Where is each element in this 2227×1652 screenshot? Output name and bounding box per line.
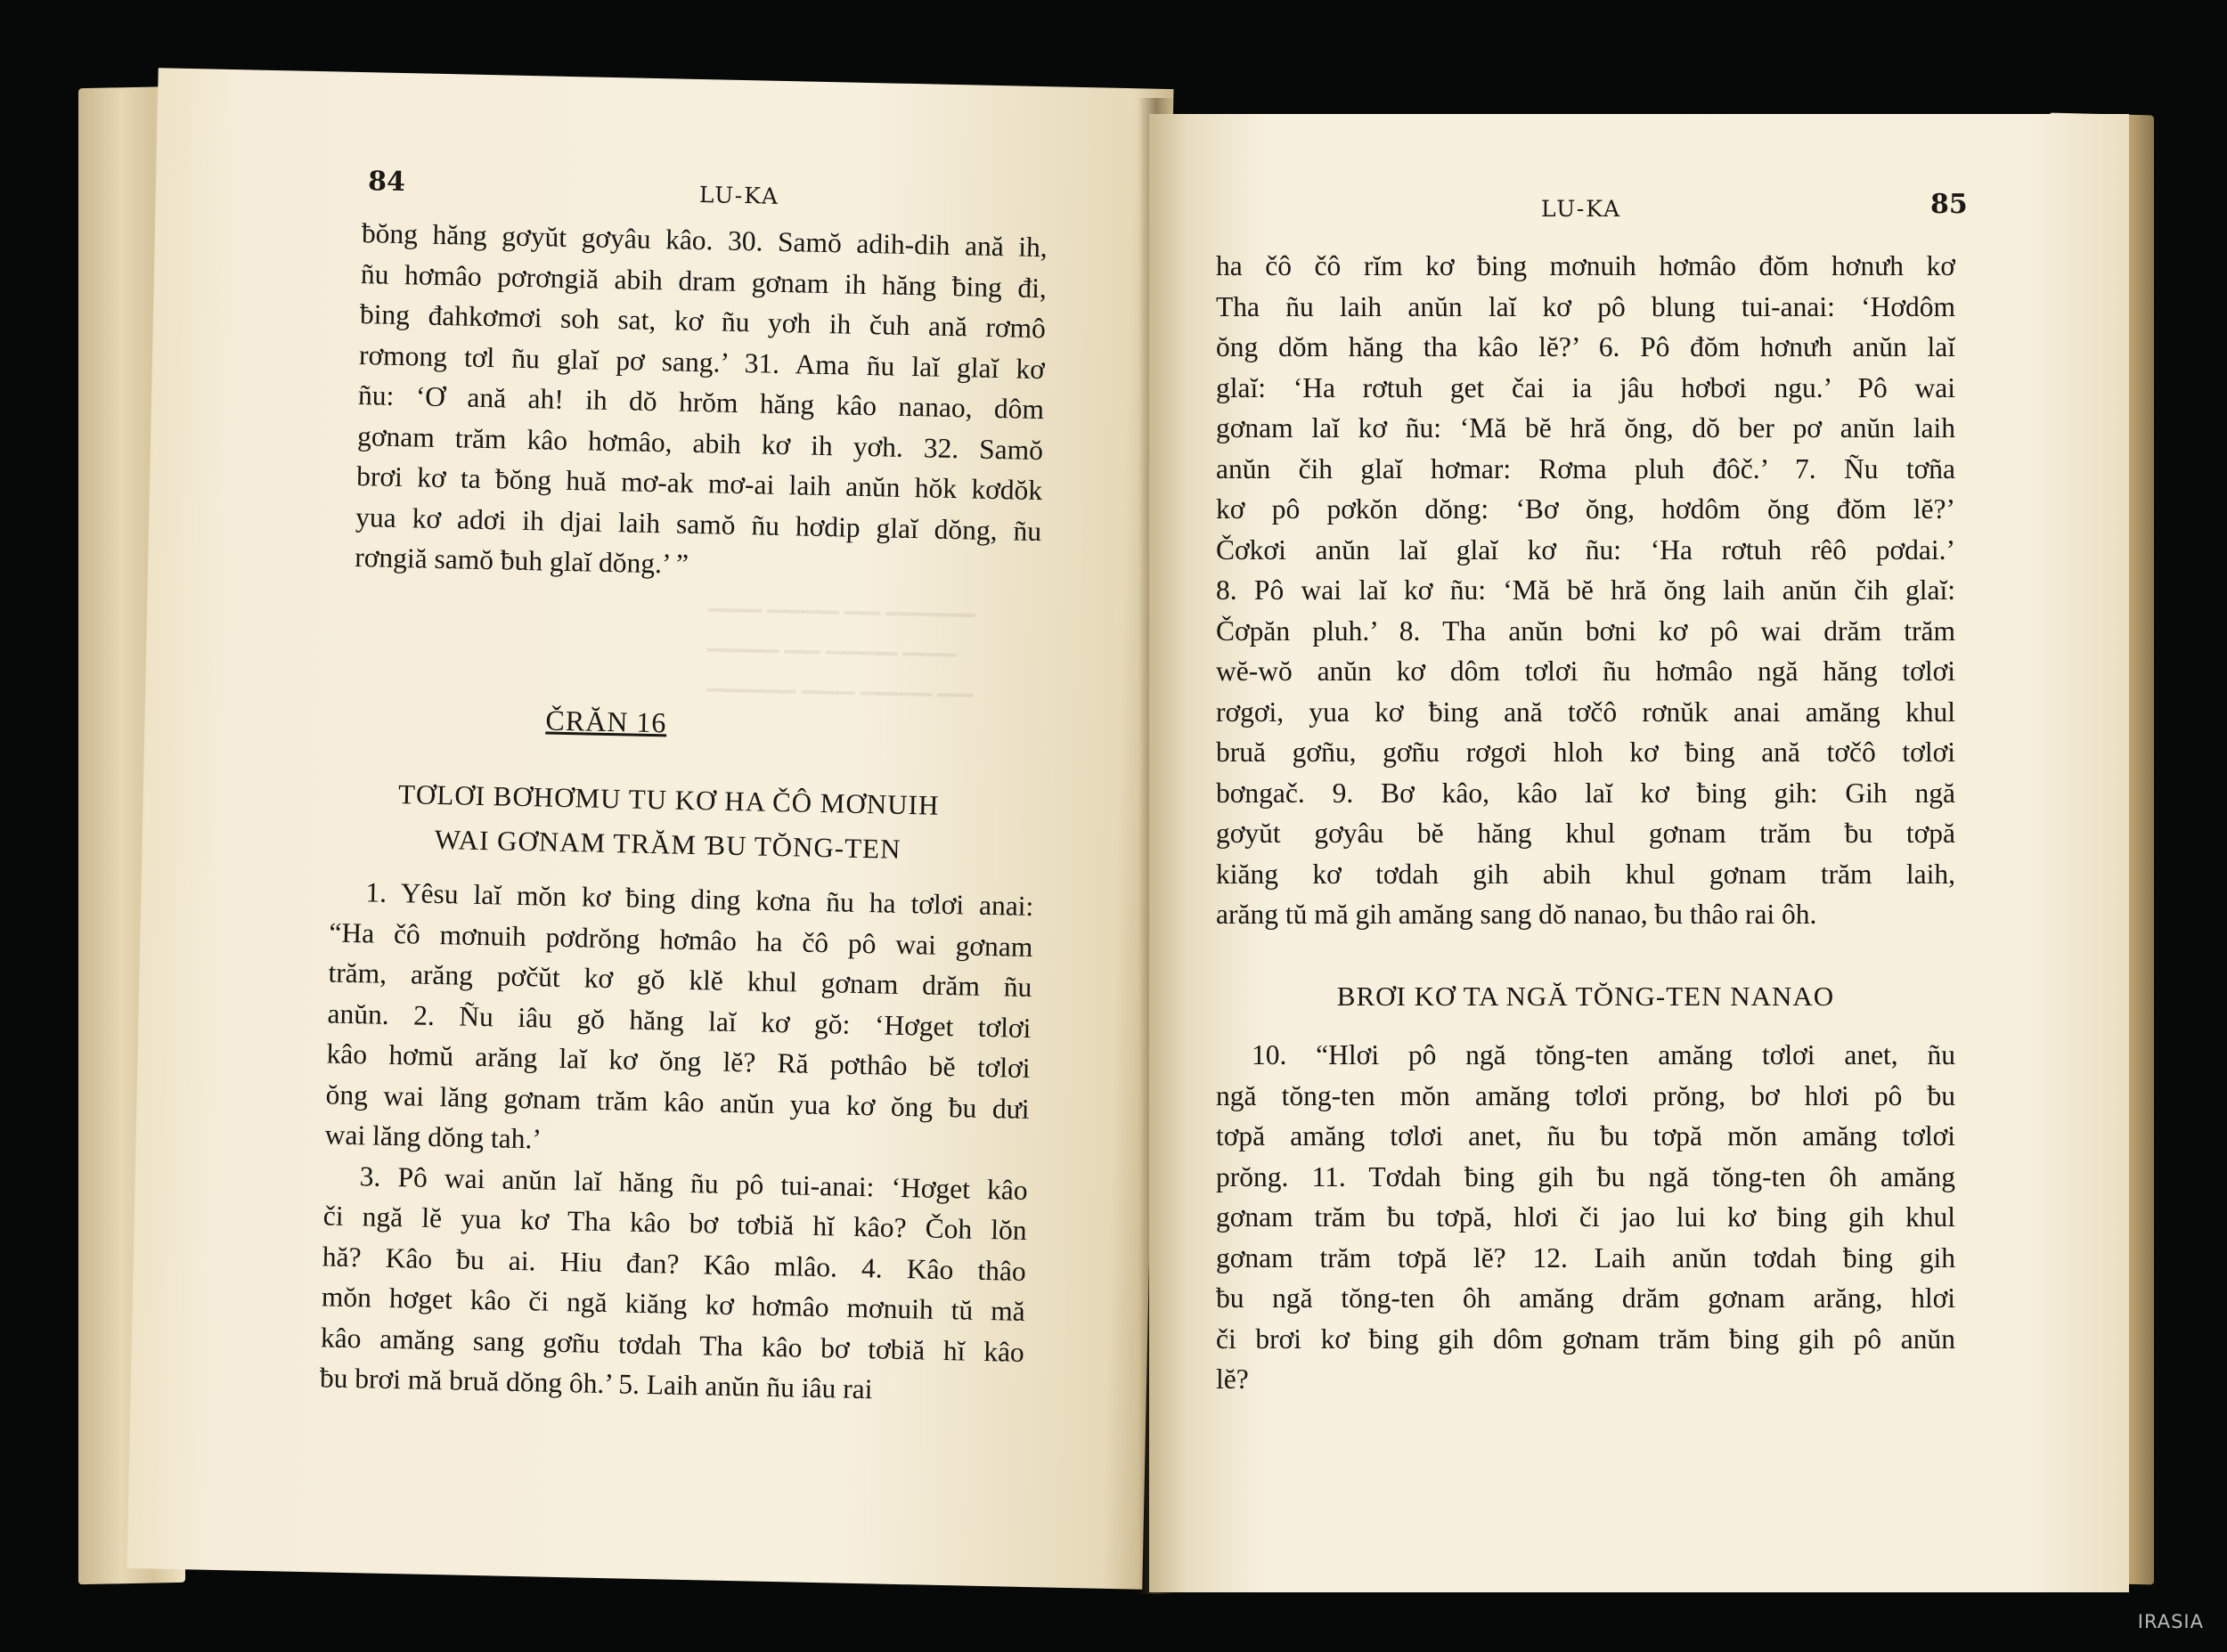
text-line: brơi kơ ta ƀŏng huă mơ-ak mơ-ai laih anŭn hŏk kơdŏk (355, 460, 1043, 507)
text-line: bruă gơñu, gơñu rơgơi hloh kơ ƀing ană tơčô tơlơi (1216, 736, 1955, 768)
right-running-head: LU-KA (1541, 196, 1622, 222)
text-line: mŏn hơget kâo či ngă kiăng kơ hơmâo mơnuih tŭ mă (321, 1281, 1026, 1327)
text-line: wĕ-wŏ anŭn kơ dôm tơlơi ñu hơmâo ngă hăng tơlơi (1216, 655, 1955, 687)
text-line: ƀing đahkơmơi soh sat, kơ ñu yơh ih čuh ană rơmô (359, 298, 1047, 345)
left-page (126, 68, 1173, 1590)
text-line: anŭn čih glaĭ hơmar: Rơma pluh đôč.’ 7. Ñu tơña (1216, 452, 1955, 484)
left-top-paragraph (355, 213, 1048, 592)
text-line: 8. Pô wai laĭ kơ ñu: ‘Mă bĕ hră ŏng laih anŭn čih glaĭ: (1216, 574, 1955, 606)
text-line: ñu hơmâo pơrơngiă abih dram gơnam ih hăng ƀing đi, (360, 257, 1048, 304)
text-line: tơpă amăng tơlơi anet, ñu ƀu tơpă mŏn amăng tơlơi (1216, 1120, 1955, 1152)
text-line: ƀu brơi mă bruă dŏng ôh.’ 5. Laih anŭn ñu iâu rai (319, 1362, 873, 1405)
chapter-heading: ČRĂN 16 (545, 704, 667, 739)
left-running-head: LU-KA (698, 181, 780, 209)
text-line: kơ pô pơkŏn dŏng: ‘Bơ ŏng, hơdôm ŏng đŏm lĕ?’ (1216, 493, 1955, 525)
right-top-paragraph (1216, 246, 1955, 935)
text-line: Čơpăn pluh.’ 8. Tha anŭn bơni kơ pô wai drăm trăm (1216, 614, 1955, 647)
text-line: glaĭ: ‘Ha rơtuh get čai ia jâu hơbơi ngu.’ Pô wai (1216, 371, 1955, 403)
text-line: gơnam trăm kâo hơmâo, abih kơ ih yơh. 32. Samŏ (356, 419, 1044, 466)
text-line: gơnam trăm ƀu tơpă, hlơi či jao lui kơ ƀing gih khul (1216, 1201, 1955, 1233)
left-section-title (275, 769, 1061, 875)
text-line: ñu: ‘Ơ ană ah! ih dŏ hrŏm hăng kâo nanao, dôm (357, 379, 1045, 426)
section-title-line-2: WAI GƠNAM TRĂM ƁU TŎNG-TEN (434, 823, 901, 865)
right-bottom-paragraphs (1216, 1035, 1955, 1400)
text-line: ŏng dŏm hăng tha kâo lĕ?’ 6. Pô đŏm hơnưh anŭn laĭ (1216, 331, 1955, 362)
text-line: ngă tŏng-ten mŏn amăng tơlơi prŏng, bơ hlơi pô ƀu (1216, 1079, 1955, 1111)
text-line: yua kơ adơi ih djai laih samŏ ñu hơdip glaĭ dŏng, ñu (355, 500, 1042, 547)
text-line: 10. “Hlơi pô ngă tŏng-ten amăng tơlơi anet, ñu (1252, 1039, 1955, 1070)
right-section-title: BRƠI KƠ TA NGĂ TŎNG-TEN NANAO (1336, 981, 1835, 1012)
right-page (1149, 114, 2129, 1592)
text-line: hă? Kâo ƀu ai. Hiu đan? Kâo mlâo. 4. Kâo thâo (322, 1240, 1027, 1287)
left-page-number: 84 (367, 166, 406, 199)
text-line: Tha ñu laih anŭn laĭ kơ pô blung tui-anai: ‘Hơdôm (1216, 290, 1955, 322)
text-line: lĕ? (1216, 1363, 1249, 1395)
section-title-line-1: TƠLƠI BƠHƠMU TU KƠ HA ČÔ MƠNUIH (397, 778, 940, 821)
text-line: kâo amăng sang gơñu tơdah Tha kâo bơ tơbiă hĭ kâo (320, 1321, 1025, 1368)
text-line: rơmong tơl ñu glaĭ pơ sang.’ 31. Ama ñu laĭ glaĭ kơ (358, 338, 1046, 385)
text-line: ŏng wai lăng gơnam trăm kâo anŭn yua kơ ŏng ƀu dưi (325, 1078, 1030, 1125)
text-line: gơnam trăm tơpă lĕ? 12. Laih anŭn tơdah ƀing gih (1216, 1241, 1955, 1274)
text-line: kiăng kơ tơdah gih abih khul gơnam trăm laih, (1216, 858, 1955, 890)
text-line: gơyŭt gơyâu bĕ hăng khul gơnam trăm ƀu tơpă (1216, 818, 1955, 849)
text-line: ƀŏng hăng gơyŭt gơyâu kâo. 30. Samŏ adih-dih ană ih, (361, 217, 1048, 264)
watermark: IRASIA (2137, 1611, 2204, 1632)
text-line: “Ha čô mơnuih pơdrŏng hơmâo ha čô pô wai gơnam (329, 916, 1033, 963)
text-line: či ngă lĕ yua kơ Tha kâo bơ tơbiă hĭ kâo? Čoh lŏn (322, 1200, 1028, 1246)
text-line: či brơi kơ ƀing gih dôm gơnam trăm ƀing gih pô anŭn (1216, 1322, 1955, 1355)
text-line: 3. Pô wai anŭn laĭ hăng ñu pô tui-anai: ‘Hơget kâo (359, 1160, 1028, 1206)
left-bottom-paragraphs (320, 871, 1034, 1412)
text-line: wai lăng dŏng tah.’ (324, 1119, 542, 1155)
text-line: rơngiă samŏ ƀuh glaĭ dŏng.’ ” (354, 541, 689, 580)
text-line: ha čô čô rĭm kơ ƀing mơnuih hơmâo đŏm hơnưh kơ (1216, 250, 1955, 281)
text-line: rơgơi, yua kơ ƀing ană tơčô rơnŭk anai amăng khul (1216, 696, 1955, 728)
text-line: Čơkơi anŭn laĭ glaĭ kơ ñu: ‘Ha rơtuh rêô pơdai.’ (1216, 533, 1955, 566)
text-line: kâo hơmŭ arăng laĭ kơ ŏng lĕ? Ră pơthâo bĕ tơlơi (326, 1038, 1031, 1084)
right-page-number: 85 (1930, 189, 1968, 220)
text-line: prŏng. 11. Tơdah ƀing gih ƀu ngă tŏng-ten ôh amăng (1216, 1160, 1955, 1192)
text-line: trăm, arăng pơčŭt kơ gŏ klĕ khul gơnam drăm ñu (328, 956, 1032, 1004)
text-line: ƀu ngă tŏng-ten ôh amăng drăm gơnam arăng, hlơi (1216, 1282, 1955, 1314)
text-line: gơnam laĭ kơ ñu: ‘Mă bĕ hră ŏng, dŏ ber pơ anŭn laih (1216, 412, 1955, 444)
text-line: anŭn. 2. Ñu iâu gŏ hăng laĭ kơ gŏ: ‘Hơget tơlơi (327, 997, 1032, 1044)
bleed-through-ghost: ▁▁▁ ▁▁▁▁ ▁▁ ▁▁▁▁▁ ▁▁▁▁ ▁▁ ▁▁▁▁ ▁▁▁ ▁▁▁▁▁ ▁▁▁ ▁▁▁▁ ▁▁ (706, 585, 976, 697)
text-line: bơngač. 9. Bơ kâo, kâo laĭ kơ ƀing gih: Gih ngă (1216, 777, 1955, 809)
text-line: arăng tŭ mă gih amăng sang dŏ nanao, ƀu thâo rai ôh. (1216, 899, 1817, 930)
text-line: 1. Yêsu laĭ mŏn kơ ƀing ding kơna ñu ha tơlơi anai: (365, 876, 1034, 923)
